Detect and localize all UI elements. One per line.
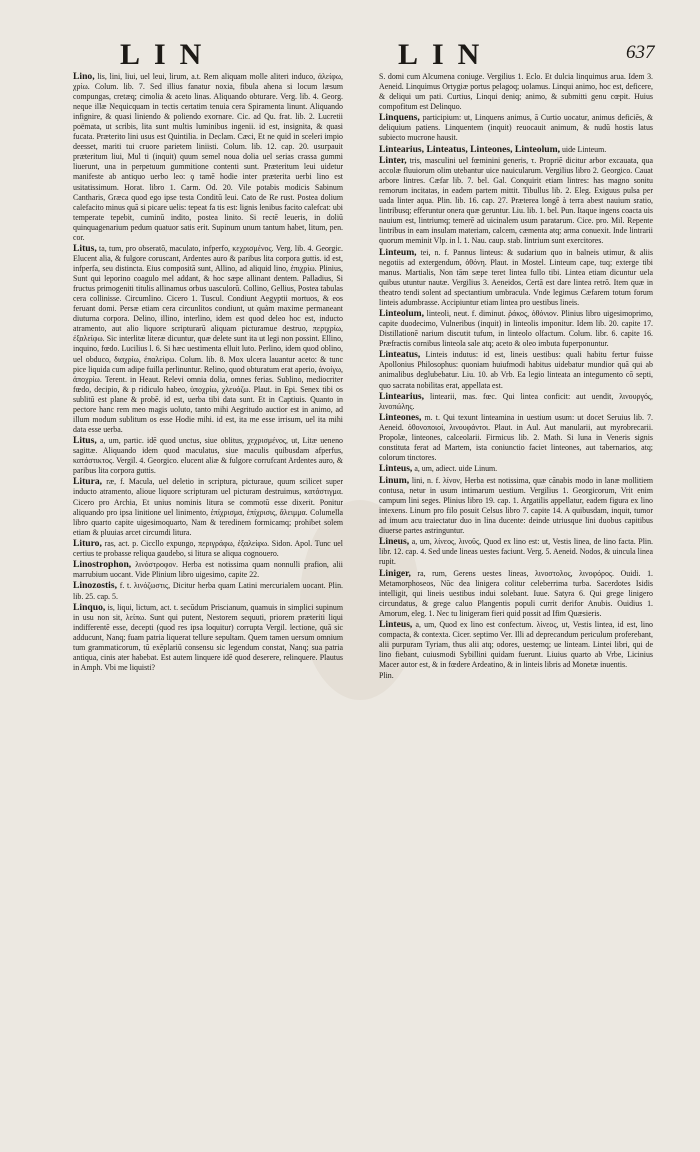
dictionary-entry (379, 537, 653, 567)
dictionary-entry (379, 248, 653, 308)
left-column (73, 72, 343, 674)
dictionary-entry (379, 413, 653, 463)
dictionary-entry (379, 145, 653, 155)
dictionary-entry (73, 244, 343, 435)
entry-text: ra, rum, Gerens uestes lineas, λινοστολος, λινοφόρος. Ouidi. 1. Metamorphoseos, Nūc dea linigera colitur celeberrima turba. Sacerdotes Isidis intelligit, qui lineis uestibus indui solebant. Iuue. Satyra 6. Qui grege linigero circundatus, & grege caluo Plangentis populi currit derifor Anubis. Ouidius 1. Amorum, eleg. 1. Nec tu linigeram fieri quid possit ad Ifim Quæsieris. (379, 568, 653, 618)
dictionary-entry (379, 569, 653, 619)
right-column (379, 72, 653, 683)
entry-headword: Linteolum, (379, 308, 425, 320)
entry-headword: Linteones, (379, 412, 422, 424)
entry-text: a, um, partic. idē quod unctus, siue oblitus, χεχρισμένος, ut, Litæ ueneno sagittæ. Aliquando idem quod maculatus, siue maculis quibusdam afperfus, κατάστικτος. Vergil. 4. Georgico. elucent aliæ & fulgore corrufcant Ardentes auro, & paribus lita corpora guttis. (73, 436, 343, 476)
entry-headword: Lino, (73, 71, 95, 82)
entry-headword: Linquo, (73, 601, 106, 613)
entry-text: lis, lini, liui, uel leui, lirum, a.t. Rem aliquam molle aliteri induco, ἀλείφω, χρίω. Colum. lib. 7. Sed illius fanatur noxia, fibula ahena si locum læsum compungas, cretæq; cimolia & aceto linas. Aliquando obturare. Verg. lib. 4. Georg. neque illæ Nequicquam in tectis certatim tenuia cera Spiramenta linunt. Aliquando infignire, & quasi liniendo & poliendo exornare. Cic. ad Qu. frat. lib. 2. Lucretii poëmata, ut scribis, lita sunt multis luminibus ingenii. id est, insignita, & quasi fucata. Præterito lini usus est Quintilia. in Declam. Cæci, Et ne quid in sceleri impio deesset, mariti tui cruore parietem liniisti. Colum. lib. 12. cap. 20. usurpauit præteritum liui, Mul ti (inquit) quum semel noua dolia uel serias crassa gummi liuerunt, una in perpetuum gummitione contenti sunt. Præteritum leui uidetur manifeste ab antiquo uerbo leo: ǫ tamē hodie inter præterita uerbi lino est usitatissimum. Horat. libro 1. Carm. Od. 20. Vile potabis modicis Sabinum Cantharis, Græca quod ego ipse testa Conditū leui. Cato de Re rust. Postea dolium calefacito minus quā si picare uelis: tepeat fa tis est: lignis lenibus facito calefcat: ubi temperate tepebit, cuminū indito, postea linito. Si rectē leueris, in doliū quinquagenarium pedum quatuor satis erit. Supinum unum tantum habet, litum, pen. cor. (73, 72, 343, 242)
entry-headword: Lineus, (379, 536, 410, 548)
dictionary-entry (379, 392, 653, 412)
entry-text: linteoli, neut. f. diminut. ῥάκος, ὀθόνιον. Plinius libro uigesimoprimo, capite duodecimo, Vulneribus (inquit) in linteolis imponitur. Idem lib. 20. capite 17. Distillationē narium discutit tufum, in linteolo olfactum. Colum. libr. 6. capite 16. Præfractis cornibus linteola sale atq; aceto & oleo imbuta fuperponuntur. (379, 309, 653, 349)
dictionary-entry (73, 603, 343, 673)
dictionary-entry (379, 72, 653, 112)
entry-headword: Linteus, (379, 463, 413, 475)
entry-headword: Litura, (73, 476, 103, 488)
entry-text: lintearii, mas. fœc. Qui lintea conficit: aut uendit, λινουργός, λινοπώλης. (379, 391, 653, 411)
entry-text: a, um, λίνεος, λινοῦς, Quod ex lino est: ut, Vestis linea, de lino facta. Plin. libr. 12. cap. 4. Sed unde lineas uestes faciunt. Verg. 5. Aeneid. Nodos, & uincula linea rupit. (379, 537, 653, 567)
entry-headword: Linozostis, (73, 580, 117, 592)
entry-headword: Linteum, (379, 246, 417, 258)
entry-text: m. t. Qui texunt linteamina in uestium usum: ut docet Seruius lib. 7. Aeneid. ὀθονοποιοί, λινουφάντοι. Plaut. in Aul. Aut manularii, aut myrobrecarii. Propolæ, linteones, calceolarii. Firmicus lib. 2. Math. Si luna in Veneris signis constituta ferat ad Martem, ista coniunctio faciet linteones, aut tabernarios, atq; colorum tinctores. (379, 413, 653, 463)
entry-headword: Linter, (379, 154, 407, 166)
entry-headword: Linteatus, (379, 349, 421, 361)
dictionary-entry (379, 476, 653, 536)
entry-text: S. domi cum Alcumena coniuge. Vergilius 1. Eclo. Et dulcia linquimus arua. Idem 3. Aeneid. Linquimus Ortygiæ portus pelagoq; uolamus. Linqui animo, hoc est, deficere, & deliqui um pati. Curtius, Linqui deniq; animo, & submitti genu cœpit. Huius compofitum est Delinquo. (379, 72, 653, 112)
entry-text: a, um, adiect. uide Linum. (414, 464, 498, 474)
entry-headword: Linteus, (379, 618, 413, 630)
entry-text: is, liqui, lictum, act. t. secūdum Priscianum, quamuis in simplici supinum in usu non sit, λείπω. Sunt qui putent, Nestorem sequuti, priorem præteriti liqui indifferentē esse, decepti (quod res ipsa loquitur) corrupta Vergil. lectione, quā sic adducunt, Nanq; fuam patria liquerat tellure sepultam. Quem tamen uersum omnium tum grammaticorum, tū exēplariū consensu sic legendum constat, Nanq; sua patria antiqua, cinis ater habebat. Est autem linquere idē quod deserere, relinquere. Plautus in Amph. Vbi me liquisti? (73, 602, 343, 673)
dictionary-entry (73, 539, 343, 559)
entry-text: f. t. λινόζωστις, Dicitur herba quam Latini mercurialem uocant. Plin. lib. 25. cap. 5. (73, 581, 343, 601)
entry-headword: Linostrophon, (73, 559, 132, 571)
dictionary-entry (379, 309, 653, 349)
dictionary-entry (73, 581, 343, 601)
dictionary-entry (379, 156, 653, 246)
dictionary-entry (379, 113, 653, 143)
entry-headword: Linquens, (379, 112, 420, 124)
entry-text: Plin. (379, 671, 394, 681)
entry-headword: Litus, (73, 435, 97, 447)
dictionary-entry (379, 464, 653, 474)
entry-text: tris, masculini uel fœminini generis, τ. Propriē dicitur arbor excauata, qua accolæ fluuiorum olim utebantur uice nauicularum. Vergilius libro 2. Georgico. Cauat arbore lintres. Cæfar lib. 7. bel. Gal. Conquirit etiam lintres: has magno sonitu remorum incitatas, in eadem partem mittit. Tibullus lib. 2. Eleg. Exiguus pulsa per uada linter aqua. Plin. lib. 16. cap. 27. Præterea longē à terra abest nauium sratio, lintribusq; efferuntur onera quæ geruntur. Liu. lib. 1. bel. Pun. Itaque ingens coacta uis nauium est, lintriumq; temerē ad uicinalem usum paratarum. Cice. pro. Mil. Repente lintribus in eam insulam materiam, calcem, cæmenta atq; arma conuexit. Inde lintrarii quorum meminit Vlp. in l. 1. Nau. caup. stab. lintrium sunt exercitores. (379, 155, 653, 246)
running-head-right: LIN (398, 38, 494, 71)
entry-headword: Linum, (379, 474, 410, 486)
entry-text: λινόστροφον. Herba est notissima quam nonnulli prafion, alii marrubium uocant. Vide Plinium libro uigesimo, capite 22. (73, 560, 343, 580)
dictionary-entry (73, 560, 343, 580)
entry-headword: Lintearius, (379, 390, 425, 402)
running-head (0, 38, 700, 74)
entry-text: ras, act. p. Ciccllo expungo, περιγράφω, ἐξαλείφω. Sidon. Apol. Tunc uel certius te probasse reliqua gaudebo, si litura se aliqua cognouero. (73, 538, 343, 558)
entry-text: uide Linteum. (561, 144, 607, 154)
running-head-left: LIN (120, 38, 216, 71)
entry-headword: Lintearius, Linteatus, Linteones, Linteolum, (379, 143, 560, 155)
dictionary-entry (379, 671, 653, 681)
entry-headword: Lituro, (73, 537, 102, 549)
entry-text: tei, n. f. Pannus linteus: & sudarium quo in balneis utimur, & aliis negotiis ad extergendum, ὀθόνη. Plaut. in Mostel. Linteum cape, tuq; exterge tibi manus. Martialis, Non tām sæpe teret lintea fullo tibi. Lintea etiam dicuntur uela quibus utuntur nautæ. Vergilius 3. Aeneidos, Certā est dare lintea retrō. Item quæ in theatro tendi solent ad spectantium umbracula. Vnde legimus Cæfarem totum forum linteis adumbrasse. Accipiuntur etiam lintea pro uestibus lineis. (379, 247, 653, 307)
dictionary-entry (73, 436, 343, 476)
entry-headword: Litus, (73, 242, 97, 254)
dictionary-entry (379, 350, 653, 390)
entry-text: participium: ut, Linquens animus, ā Curtio uocatur, animus deficiēs, & deliquium patiens. Linquentem (inquit) reuocauit animum, & nudū hostis latus subiecto mucrone hausit. (379, 113, 653, 143)
entry-text: a, um, Quod ex lino est confectum. λίνεος, ut, Vestis lintea, id est, lino compacta, & contexta. Cicer. septimo Ver. Illi ad deprecandum periculum proferebant, alii purpuram Tyriam, thus alii atq; odores, uestemq; ue linteam. Lintei libri, qui de lino fiebant, cuiusmodi Sybillini quidam fuerunt. Liuius quarto ab Vrbe, Licinius Macer autor est, & in fœdere Ardeatino, & in linteis libris ad Monetæ inuentis. (379, 619, 653, 670)
dictionary-entry (73, 72, 343, 243)
dictionary-entry (73, 477, 343, 537)
entry-headword: Liniger, (379, 567, 411, 579)
entry-text: lini, n. f. λίνον, Herba est notissima, quæ cānabis modo in lanæ mollitiem contusa, netur in usum intimarum uestium. Vergilius 1. Georgicorum, Vrit enim campum lini seges. Plinius libro 19. cap. 1. Argatilis appellatur, eadem figura ex lino intexens. Linum pro filo posuit Celsus libro 7. capite 14. A quibusdam, inquit, tumor ad imum acu traiectatur duo in lina ducente: deinde utriusque lini duobus capitibus diuerse partes astringuntur. (379, 475, 653, 535)
page-number: 637 (626, 42, 655, 63)
entry-text: Linteis indutus: id est, lineis uestibus: quali habitu fertur fuisse Apollonius Philosophus: quoniam huiufmodi habitus uidebatur mundior quā qui ab animalibus deglubebatur. Liu. 10. ab Vrb. Ea legio linteata an integumento cō septi, quo sacrata nobilitas erat, appellata est. (379, 350, 653, 390)
entry-text: ræ, f. Macula, uel deletio in scriptura, picturaue, quum scilicet super inducto atramento, alioue liquore scripturam uel picturam destruimus, κατάστιγμα. Cicero pro Archia, Et unius nominis litura se commotū esse dixerit. Ponitur aliquando pro ipsa linitione uel linimento, ἐπίχρισμα, ἐπίχρισις, ἄλειμμα. Columella libro quarto capite uigesimoquarto, Nam & teredinem formicamq; prohibet solem etiam & pluuias arcet circumdi litura. (73, 477, 343, 537)
entry-text: ta, tum, pro obseratō, maculato, infperfo, κεχρισμένος. Verg. lib. 4. Georgic. Elucent alia, & fulgore coruscant, Ardentes auro & paribus lita corpora guttis. id est, infperfa, seu distincta. Eius compositā sunt, Allino, ad aliquid lino, ἐπιχρίω. Plinius, Sunt qui leporino coagulo mel addant, & hoc sæpe allinant dentem. Palladius, Si fructus primogeniti titulis allinamus orbus uasculorū. Collino, Gellius, Postea tabulas cera collinisse. Circumlino. Cicero 1. Tuscul. Condiunt Aegyptii mortuos, & eos feruant domi. Persæ etiam cera circunlitos condiunt, ut quàm maxime permaneant diuturna corpora. Delino, illino, interlino, idem est quod deleo hoc est, inducto atramento, aut alio liquore scripturarū aliquam picturamue destruo, περιχρίω, ἐξαλείφω. Sic interlitæ literæ dicuntur, quæ delete sunt ita ut legi non possint. Ellino, inquino, fœdo. Lucilius l. 6. Si hæc uestimenta elluit luto. Perlino, idem quod oblino, uel obduco, διαχρίω, ἐπαλείφω. Colum. lib. 8. Mox ulcera lauantur aceto: & tunc pice liquida cum adipe fuilla perlinuntur. Relino, quod obturatum erat aperio, ἀνοίγω, ἀποχρίω. Terent. in Heaut. Relevi omnia dolia, omnes ferias. Sublino, mediocriter fœdo, decipio, & p ridiculo habeo, ὑποχρίω, χλευάζω. Plaut. in Epi. Senex tibi os sublitū est plane & probē. id est, uerba tibi data sunt. Et in Captiuis. Quanto in pectore hanc rem meo magis uoluto, tanto mihi Aegritudo auctior est in animo, ad illum modum sublitum os esse Hodie mihi. id est, ita me esse irrisum, uel ita mihi data esse uerba. (73, 243, 343, 434)
dictionary-entry (379, 620, 653, 670)
